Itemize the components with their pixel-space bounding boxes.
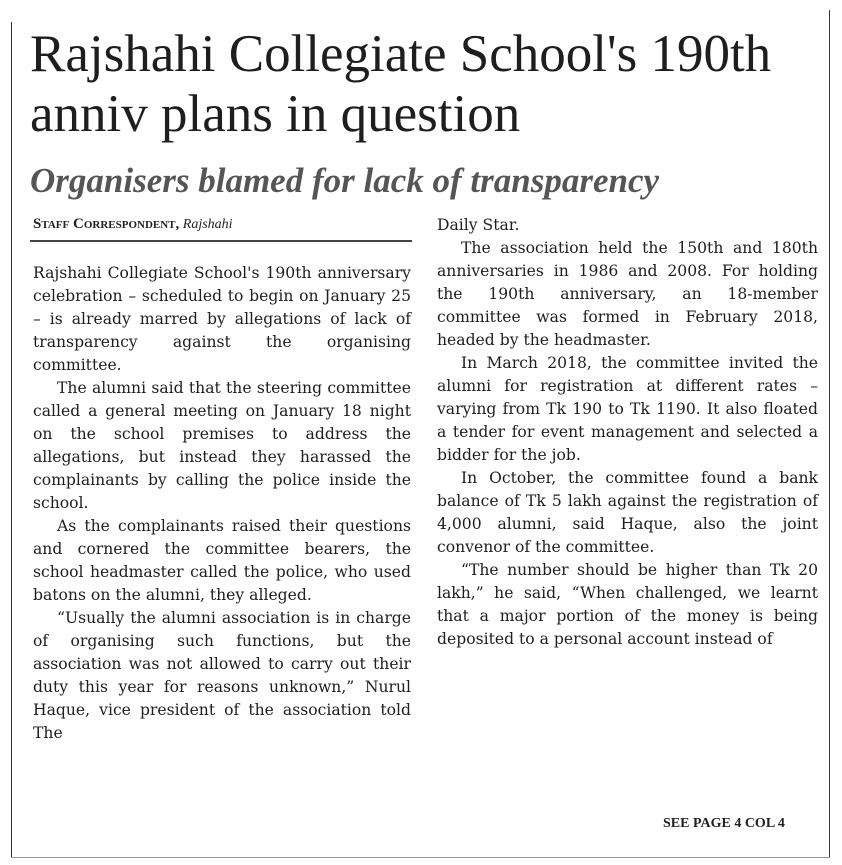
byline (33, 215, 233, 234)
left-column-rule (11, 22, 12, 858)
article-column-1 (33, 262, 411, 745)
headline: Rajshahi Collegiate School's 190th anniv plans in question (30, 25, 772, 143)
byline-location: Rajshahi (182, 217, 233, 232)
paragraph: In October, the committee found a bank balance of Tk 5 lakh against the registration of 4,000 alumni, said Haque, also the joint convenor of the committee. (437, 469, 818, 556)
paragraph: “The number should be higher than Tk 20 lakh,” he said, “When challenged, we learnt that a major portion of the money is being deposited to a personal account instead of (437, 561, 818, 648)
jump-line: SEE PAGE 4 COL 4 (663, 816, 785, 831)
byline-staff: Staff Correspondent, (33, 216, 180, 232)
paragraph: The alumni said that the steering committee called a general meeting on January 18 night on the school premises to address the allegations, but instead they harassed the complainants by calling the police inside the school. (33, 379, 411, 512)
bottom-rule (11, 857, 830, 858)
paragraph: In March 2018, the committee invited the alumni for registration at different rates – varying from Tk 190 to Tk 1190. It also floated a tender for event management and selected a bidder for the job. (437, 354, 818, 464)
paragraph: The association held the 150th and 180th anniversaries in 1986 and 2008. For holding the 190th anniversary, an 18-member committee was formed in February 2018, headed by the headmaster. (437, 239, 818, 349)
paragraph: As the complainants raised their questions and cornered the committee bearers, the school headmaster called the police, who used batons on the alumni, they alleged. (33, 517, 411, 604)
paragraph: Rajshahi Collegiate School's 190th anniversary celebration – scheduled to begin on January 25 – is already marred by allegations of lack of transparency against the organising committee. (33, 264, 411, 374)
paragraph-continued: Daily Star. (437, 216, 520, 234)
paragraph: “Usually the alumni association is in charge of organising such functions, but the association was not allowed to carry out their duty this year for reasons unknown,” Nurul Haque, vice president of the association told The (33, 609, 411, 742)
article-column-2 (437, 214, 818, 651)
byline-rule (30, 240, 412, 242)
subheadline: Organisers blamed for lack of transparency (30, 161, 660, 200)
